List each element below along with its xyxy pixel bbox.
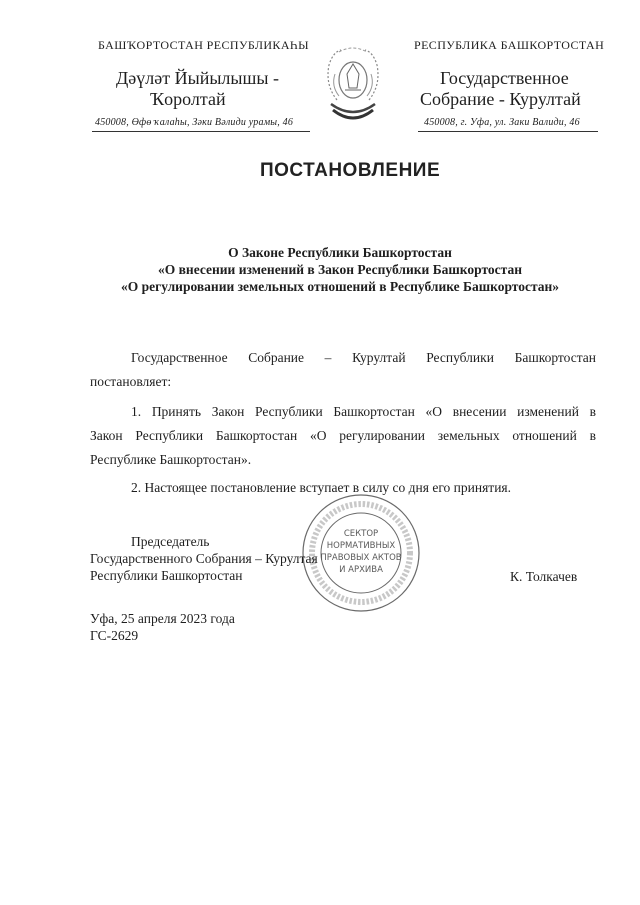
item-1-line-1: 1. Принять Закон Республики Башкортостан «О внесении изменений в [131, 404, 596, 419]
intro-line-2: постановляет: [90, 374, 172, 389]
intro-line-1: Государственное Собрание – Курултай Республики Башкортостан [131, 350, 596, 365]
right-header-rule [418, 131, 598, 132]
item-1-line-2: Закон Республики Башкортостан «О регулировании земельных отношений в [90, 428, 596, 443]
stamp-line-4: И АРХИВА [339, 565, 383, 575]
item-1-line-3: Республике Башкортостан». [90, 452, 252, 467]
right-republic-name: РЕСПУБЛИКА БАШКОРТОСТАН [414, 38, 605, 52]
signature-title-line-1: Председатель [131, 534, 210, 549]
right-address: 450008, г. Уфа, ул. Заки Валиди, 46 [424, 117, 580, 128]
signature-title-line-2: Государственного Собрания – Курултая [90, 551, 318, 566]
document-date: Уфа, 25 апреля 2023 года [90, 611, 235, 626]
stamp-center-text [320, 529, 401, 575]
emblem-icon [317, 40, 389, 130]
subject-line-2: «О внесении изменений в Закон Республики Башкортостан [158, 262, 522, 277]
archive-stamp [300, 492, 422, 614]
subject-line-1: О Законе Республики Башкортостан [228, 245, 452, 260]
stamp-line-1: СЕКТОР [343, 529, 379, 539]
stamp-line-2: НОРМАТИВНЫХ [326, 541, 396, 551]
left-org-name-line1: Дәүләт Йыйылышы - [116, 68, 279, 88]
signature-title-line-3: Республики Башкортостан [90, 568, 243, 583]
left-org-name-line2: Ҡоролтай [150, 89, 226, 109]
document-title: ПОСТАНОВЛЕНИЕ [260, 160, 441, 181]
document-number: ГС-2629 [90, 628, 139, 643]
right-org-name-line1: Государственное [440, 68, 569, 88]
subject-line-3: «О регулировании земельных отношений в Республике Башкортостан» [120, 279, 560, 294]
left-republic-name: БАШҠОРТОСТАН РЕСПУБЛИКАҺЫ [98, 38, 309, 52]
stamp-line-3: ПРАВОВЫХ АКТОВ [320, 553, 402, 563]
right-org-name-line2: Собрание - Курултай [420, 89, 581, 109]
left-header-rule [92, 131, 310, 132]
signatory-name: К. Толкачев [510, 569, 578, 584]
item-2: 2. Настоящее постановление вступает в силу со дня его принятия. [131, 480, 512, 495]
left-address: 450008, Өфө ҡалаһы, Зәки Вәлиди урамы, 46 [95, 117, 294, 128]
document-subject [80, 244, 600, 295]
